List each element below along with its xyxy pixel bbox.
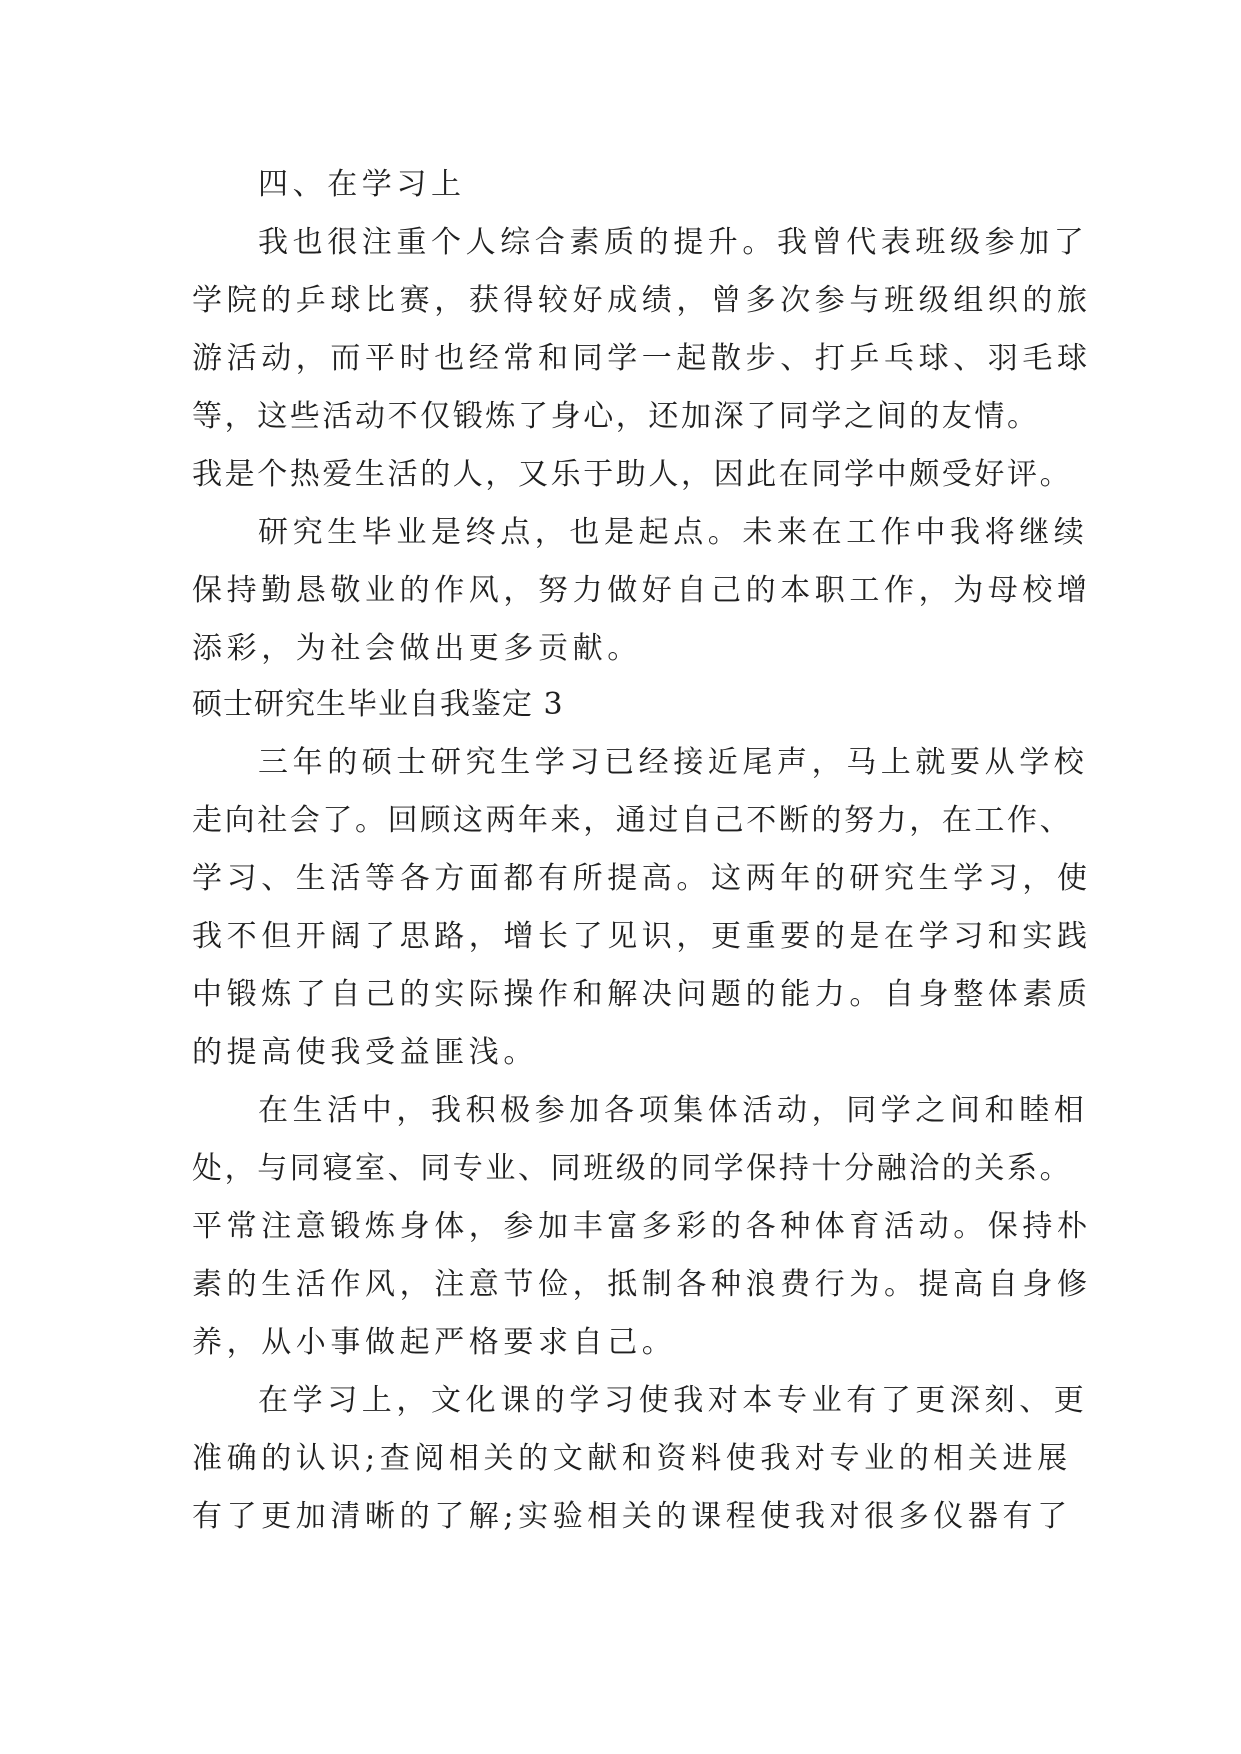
text-line: 三年的硕士研究生学习已经接近尾声，马上就要从学校 [258, 745, 1089, 780]
text-line: 学院的乒球比赛，获得较好成绩，曾多次参与班级组织的旅 [192, 283, 1092, 318]
text-line: 处，与同寝室、同专业、同班级的同学保持十分融洽的关系。 [192, 1151, 1073, 1186]
text-line: 学习、生活等各方面都有所提高。这两年的研究生学习，使 [192, 861, 1092, 896]
text-line: 游活动，而平时也经常和同学一起散步、打乒乓球、羽毛球 [192, 341, 1092, 376]
text-line: 养，从小事做起严格要求自己。 [192, 1325, 677, 1360]
text-line: 中锻炼了自己的实际操作和解决问题的能力。自身整体素质 [192, 977, 1092, 1012]
text-line: 等，这些活动不仅锻炼了身心，还加深了同学之间的友情。 [192, 399, 1040, 434]
text-line: 素的生活作风，注意节俭，抵制各种浪费行为。提高自身修 [192, 1267, 1092, 1302]
section-heading: 四、在学习上 [258, 167, 466, 202]
section-title: 硕士研究生毕业自我鉴定 3 [192, 687, 564, 722]
text-line: 平常注意锻炼身体，参加丰富多彩的各种体育活动。保持朴 [192, 1209, 1092, 1244]
text-line: 我是个热爱生活的人，又乐于助人，因此在同学中颇受好评。 [192, 457, 1073, 492]
text-line: 我也很注重个人综合素质的提升。我曾代表班级参加了 [258, 225, 1089, 260]
text-line: 保持勤恳敬业的作风，努力做好自己的本职工作，为母校增 [192, 573, 1092, 608]
text-line: 我不但开阔了思路，增长了见识，更重要的是在学习和实践 [192, 919, 1092, 954]
text-line: 的提高使我受益匪浅。 [192, 1035, 538, 1070]
text-line: 研究生毕业是终点，也是起点。未来在工作中我将继续 [258, 515, 1089, 550]
text-line: 准确的认识;查阅相关的文献和资料使我对专业的相关进展 [192, 1441, 1072, 1476]
text-line: 有了更加清晰的了解;实验相关的课程使我对很多仪器有了 [192, 1499, 1072, 1534]
text-line: 走向社会了。回顾这两年来，通过自己不断的努力，在工作、 [192, 803, 1073, 838]
text-line: 在学习上，文化课的学习使我对本专业有了更深刻、更 [258, 1383, 1089, 1418]
text-line: 添彩，为社会做出更多贡献。 [192, 631, 642, 666]
text-line: 在生活中，我积极参加各项集体活动，同学之间和睦相 [258, 1093, 1089, 1128]
